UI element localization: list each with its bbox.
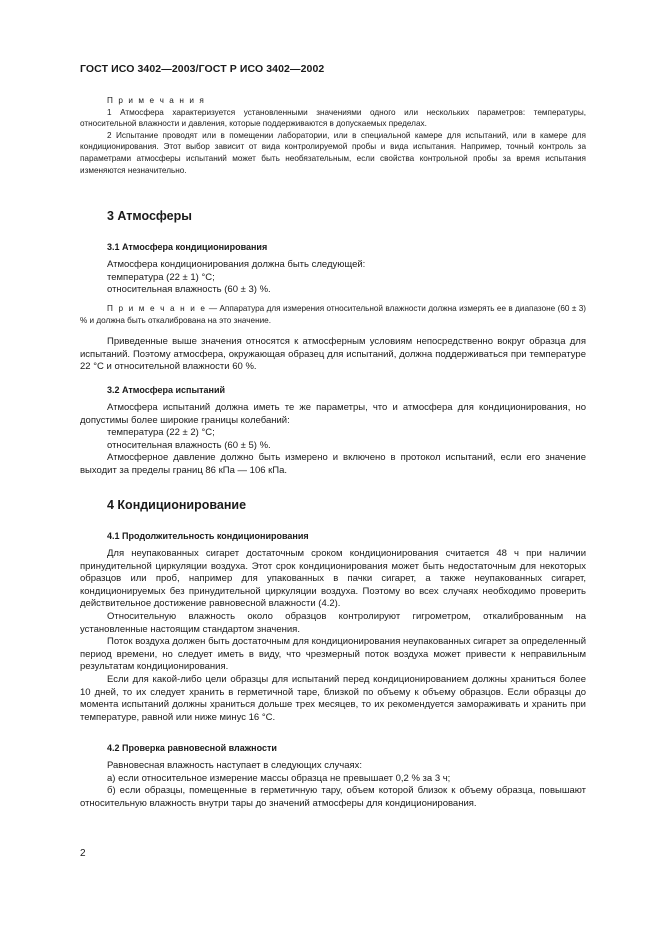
paragraph: Относительную влажность около образцов контролируют гигрометром, откалиброванным на установленные настоящим стандартом значения.: [80, 610, 586, 635]
paragraph: Атмосфера испытаний должна иметь те же параметры, что и атмосфера для кондиционирования, но допустимы более широкие границы колебаний:: [80, 402, 586, 426]
section-3-2-body: [80, 402, 586, 478]
paragraph: Если для какой-либо цели образцы для испытаний перед кондиционированием должны храниться более 10 дней, то их следует хранить в герметичной таре, близкой по объему к объему образцов. Если образцы до момента испытаний должны храниться дольше трех месяцев, то их рекомендуется замораживать и хранить при температуре, равной или ниже минус 16 °С.: [80, 673, 586, 723]
paragraph: Поток воздуха должен быть достаточным для кондиционирования неупакованных сигарет за определенный период времени, но следует иметь в виду, что чрезмерный поток воздуха может привести к неправильным результатам кондиционирования.: [80, 636, 586, 673]
section-3-1-note: [80, 303, 586, 326]
section-3-1-heading: 3.1 Атмосфера кондиционирования: [107, 242, 268, 252]
paragraph: Равновесная влажность наступает в следующих случаях:: [107, 760, 363, 771]
section-3-1-values: [80, 259, 586, 297]
document-header: ГОСТ ИСО 3402—2003/ГОСТ Р ИСО 3402—2002: [80, 63, 325, 75]
note-text: — Аппаратура для измерения относительной влажности должна измерять ее в диапазоне (60 ± 3) % и должна быть откалибрована на это значение.: [80, 304, 586, 325]
notes-title: П р и м е ч а н и я: [107, 96, 206, 105]
note-label: П р и м е ч а н и е: [107, 304, 207, 313]
section-4-2-body: [80, 760, 586, 810]
note-item: 2 Испытание проводят или в помещении лаборатории, или в специальной камере для испытаний, или в камере для кондиционирования. Этот выбор зависит от вида контролируемой пробы и вида испытания. Например, точный контроль за параметрами атмосферы испытаний может быть необязательным, если свойства контрольной пробы за время испытания изменяются незначительно.: [80, 130, 586, 175]
paragraph: Приведенные выше значения относятся к атмосферным условиям непосредственно вокруг образца для испытаний. Поэтому атмосфера, окружающая образец для испытаний, должна поддерживаться при температуре 22 °С и относительной влажности 60 %.: [80, 336, 586, 373]
paragraph: Для неупакованных сигарет достаточным сроком кондиционирования считается 48 ч при наличии принудительной циркуляции воздуха. Этот срок кондиционирования может быть недостаточным для некоторых образцов или проб, например для упакованных в пачки сигарет, а также неупакованных сигарет, кондиционируемых без принудительной циркуляции воздуха. Поэтому во всех случаях необходимо проверить действительное достижение равновесной влажности (4.2).: [80, 548, 586, 610]
section-4-heading: 4 Кондиционирование: [107, 498, 247, 512]
list-item: б) если образцы, помещенные в герметичную тару, объем которой близок к объему образца, повышают относительную влажность внутри тары до значений атмосферы для кондиционирования.: [80, 785, 586, 809]
section-3-2-heading: 3.2 Атмосфера испытаний: [107, 385, 226, 395]
page-number: 2: [80, 848, 86, 859]
temperature-value: температура (22 ± 1) °С;: [107, 271, 215, 283]
note-item: 1 Атмосфера характеризуется установленными значениями одного или нескольких параметров: температуры, относительной влажности и давления, которые поддерживаются в допускаемых пределах.: [80, 107, 586, 129]
humidity-value: относительная влажность (60 ± 3) %.: [107, 284, 271, 296]
notes-block: [80, 95, 586, 176]
section-3-1-paragraph: [80, 336, 586, 374]
list-item: а) если относительное измерение массы образца не превышает 0,2 % за 3 ч;: [107, 772, 451, 784]
temperature-value: температура (22 ± 2) °С;: [107, 427, 215, 439]
humidity-value: относительная влажность (60 ± 5) %.: [107, 439, 271, 451]
section-4-1-body: [80, 548, 586, 724]
section-3-heading: 3 Атмосферы: [107, 209, 192, 223]
paragraph: Атмосферное давление должно быть измерено и включено в протокол испытаний, если его значение выходит за пределы границ 86 кПа — 106 кПа.: [80, 452, 586, 476]
section-4-2-heading: 4.2 Проверка равновесной влажности: [107, 743, 277, 753]
paragraph: Атмосфера кондиционирования должна быть следующей:: [107, 259, 366, 270]
section-4-1-heading: 4.1 Продолжительность кондиционирования: [107, 531, 309, 541]
